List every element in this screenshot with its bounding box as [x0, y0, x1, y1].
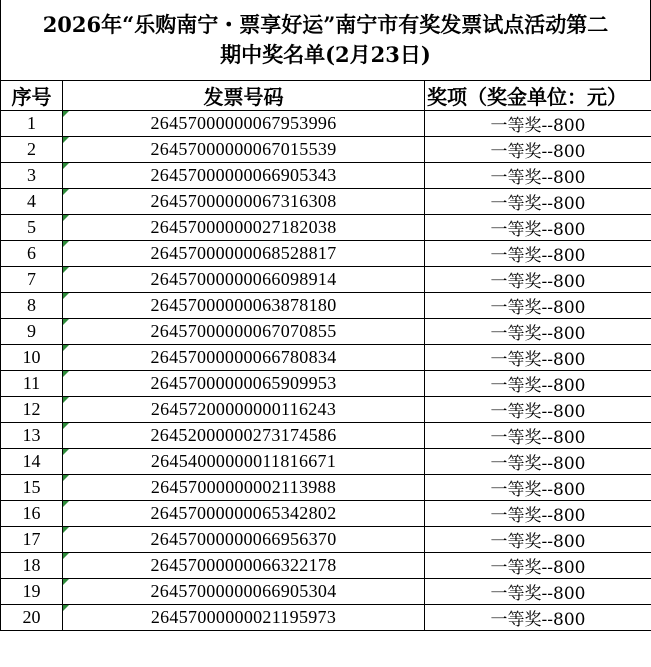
table-row — [1, 163, 651, 189]
cell-seq[interactable]: 10 — [1, 345, 63, 371]
cell-ticket-number[interactable]: 26457000000066905304 — [63, 579, 425, 605]
cell-prize[interactable]: 一等奖--800 — [425, 475, 651, 501]
cell-ticket-number[interactable]: 26457000000067316308 — [63, 189, 425, 215]
cell-prize[interactable]: 一等奖--800 — [425, 423, 651, 449]
cell-ticket-number[interactable]: 26457000000066956370 — [63, 527, 425, 553]
cell-ticket-number[interactable]: 26457200000000116243 — [63, 397, 425, 423]
table-row — [1, 423, 651, 449]
table-row — [1, 501, 651, 527]
cell-ticket-number[interactable]: 26452000000273174586 — [63, 423, 425, 449]
cell-ticket-number[interactable]: 26457000000065909953 — [63, 371, 425, 397]
table-row — [1, 371, 651, 397]
cell-prize[interactable]: 一等奖--800 — [425, 371, 651, 397]
table-row — [1, 293, 651, 319]
cell-prize[interactable]: 一等奖--800 — [425, 605, 651, 631]
cell-prize[interactable]: 一等奖--800 — [425, 345, 651, 371]
table-row — [1, 345, 651, 371]
cell-ticket-number[interactable]: 26457000000068528817 — [63, 241, 425, 267]
table-row — [1, 605, 651, 631]
table-header-row — [1, 81, 651, 111]
cell-prize[interactable]: 一等奖--800 — [425, 241, 651, 267]
cell-ticket-number[interactable]: 26457000000066098914 — [63, 267, 425, 293]
header-seq[interactable]: 序号 — [1, 81, 63, 111]
table-row — [1, 241, 651, 267]
cell-seq[interactable]: 1 — [1, 111, 63, 137]
cell-prize[interactable]: 一等奖--800 — [425, 189, 651, 215]
cell-prize[interactable]: 一等奖--800 — [425, 527, 651, 553]
table-row — [1, 397, 651, 423]
table-row — [1, 137, 651, 163]
cell-prize[interactable]: 一等奖--800 — [425, 553, 651, 579]
cell-prize[interactable]: 一等奖--800 — [425, 319, 651, 345]
table-row — [1, 111, 651, 137]
table-row — [1, 579, 651, 605]
cell-ticket-number[interactable]: 26457000000066780834 — [63, 345, 425, 371]
cell-seq[interactable]: 6 — [1, 241, 63, 267]
cell-seq[interactable]: 2 — [1, 137, 63, 163]
table-row — [1, 267, 651, 293]
table-body — [1, 111, 651, 631]
cell-ticket-number[interactable]: 26457000000021195973 — [63, 605, 425, 631]
cell-seq[interactable]: 3 — [1, 163, 63, 189]
cell-seq[interactable]: 17 — [1, 527, 63, 553]
table-row — [1, 189, 651, 215]
cell-prize[interactable]: 一等奖--800 — [425, 501, 651, 527]
table-row — [1, 475, 651, 501]
cell-ticket-number[interactable]: 26457000000027182038 — [63, 215, 425, 241]
cell-seq[interactable]: 4 — [1, 189, 63, 215]
cell-ticket-number[interactable]: 26457000000066905343 — [63, 163, 425, 189]
cell-prize[interactable]: 一等奖--800 — [425, 137, 651, 163]
cell-seq[interactable]: 15 — [1, 475, 63, 501]
cell-ticket-number[interactable]: 26457000000067015539 — [63, 137, 425, 163]
table-row — [1, 215, 651, 241]
cell-seq[interactable]: 16 — [1, 501, 63, 527]
cell-prize[interactable]: 一等奖--800 — [425, 579, 651, 605]
table-row — [1, 319, 651, 345]
cell-seq[interactable]: 7 — [1, 267, 63, 293]
cell-seq[interactable]: 18 — [1, 553, 63, 579]
winner-table — [0, 80, 651, 631]
header-prize[interactable]: 奖项（奖金单位：元） — [425, 81, 651, 111]
cell-seq[interactable]: 9 — [1, 319, 63, 345]
cell-prize[interactable]: 一等奖--800 — [425, 163, 651, 189]
cell-prize[interactable]: 一等奖--800 — [425, 215, 651, 241]
cell-prize[interactable]: 一等奖--800 — [425, 449, 651, 475]
cell-ticket-number[interactable]: 26457000000066322178 — [63, 553, 425, 579]
table-row — [1, 553, 651, 579]
title-line-1: 2026年“乐购南宁・票享好运”南宁市有奖发票试点活动第二 — [42, 12, 609, 37]
cell-ticket-number[interactable]: 26457000000063878180 — [63, 293, 425, 319]
cell-seq[interactable]: 20 — [1, 605, 63, 631]
page-title — [0, 0, 651, 80]
cell-ticket-number[interactable]: 26457000000002113988 — [63, 475, 425, 501]
table-row — [1, 449, 651, 475]
cell-prize[interactable]: 一等奖--800 — [425, 267, 651, 293]
cell-seq[interactable]: 5 — [1, 215, 63, 241]
cell-ticket-number[interactable]: 26457000000067953996 — [63, 111, 425, 137]
cell-prize[interactable]: 一等奖--800 — [425, 397, 651, 423]
cell-seq[interactable]: 11 — [1, 371, 63, 397]
cell-seq[interactable]: 13 — [1, 423, 63, 449]
table-row — [1, 527, 651, 553]
cell-prize[interactable]: 一等奖--800 — [425, 111, 651, 137]
cell-seq[interactable]: 8 — [1, 293, 63, 319]
title-line-2: 期中奖名单(2月23日) — [220, 42, 431, 67]
cell-ticket-number[interactable]: 26457000000067070855 — [63, 319, 425, 345]
cell-ticket-number[interactable]: 26457000000065342802 — [63, 501, 425, 527]
cell-seq[interactable]: 19 — [1, 579, 63, 605]
cell-seq[interactable]: 14 — [1, 449, 63, 475]
header-ticket-number[interactable]: 发票号码 — [63, 81, 425, 111]
cell-ticket-number[interactable]: 26454000000011816671 — [63, 449, 425, 475]
cell-seq[interactable]: 12 — [1, 397, 63, 423]
cell-prize[interactable]: 一等奖--800 — [425, 293, 651, 319]
